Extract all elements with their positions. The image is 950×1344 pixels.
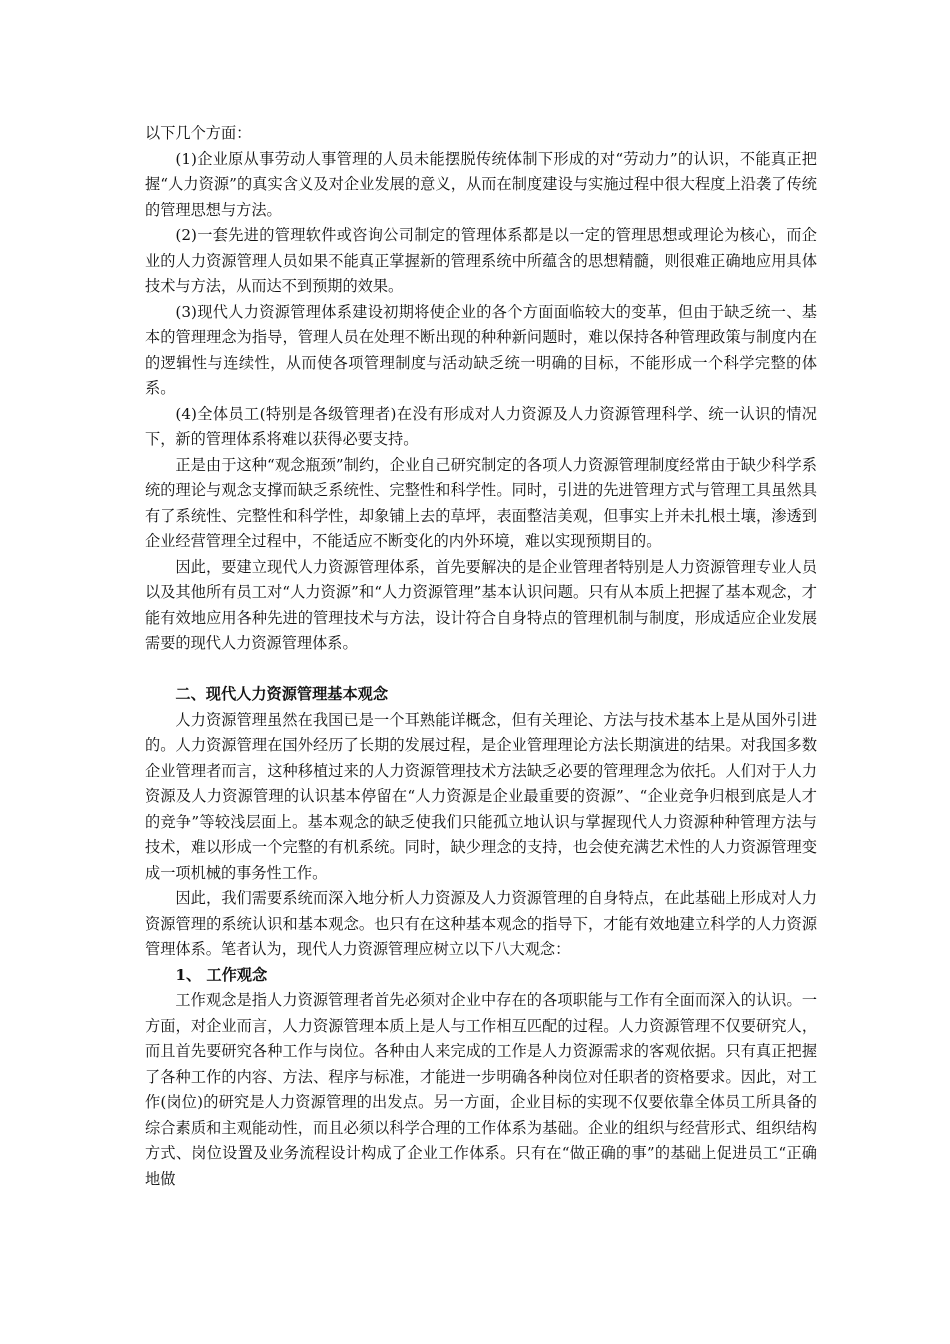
paragraph-concept-bottleneck: 正是由于这种“观念瓶颈”制约，企业自己研究制定的各项人力资源管理制度经常由于缺少科学系统的理论与观念支撑而缺乏系统性、完整性和科学性。同时，引进的先进管理方式与管理工具虽然具有了系统性、完整性和科学性，却象铺上去的草坪，表面整洁美观，但事实上并未扎根土壤，渗透到企业经营管理全过程中，不能适应不断变化的内外环境，难以实现预期目的。	[145, 455, 817, 550]
paragraph-section-1: 人力资源管理虽然在我国已是一个耳熟能详概念，但有关理论、方法与技术基本上是从国外引进的。人力资源管理在国外经历了长期的发展过程，是企业管理理论方法长期演进的结果。对我国多数企业管理者而言，这种移植过来的人力资源管理技术方法缺乏必要的管理理念为依托。人们对于人力资源及人力资源管理的认识基本停留在“人力资源是企业最重要的资源”、“企业竞争归根到底是人才的竞争”等较浅层面上。基本观念的缺乏使我们只能孤立地认识与掌握现代人力资源种种管理方法与技术，难以形成一个完整的有机系统。同时，缺少理念的支持，也会使充满艺术性的人力资源管理变成一项机械的事务性工作。	[145, 710, 817, 882]
paragraph-section-2: 因此，我们需要系统而深入地分析人力资源及人力资源管理的自身特点，在此基础上形成对人力资源管理的系统认识和基本观念。也只有在这种基本观念的指导下，才能有效地建立科学的人力资源管理体系。笔者认为，现代人力资源管理应树立以下八大观念：	[145, 889, 817, 958]
subheading-work-concept: 1、 工作观念	[175, 965, 268, 984]
paragraph-point-2: (2)一套先进的管理软件或咨询公司制定的管理体系都是以一定的管理思想或理论为核心，而企业的人力资源管理人员如果不能真正掌握新的管理系统中所蕴含的思想精髓，则很难正确地应用具体技术与方法，从而达不到预期的效果。	[145, 226, 817, 295]
document-body	[145, 121, 817, 1192]
paragraph-conclusion: 因此，要建立现代人力资源管理体系，首先要解决的是企业管理者特别是人力资源管理专业人员以及其他所有员工对“人力资源”和“人力资源管理”基本认识问题。只有从本质上把握了基本观念，才能有效地应用各种先进的管理技术与方法，设计符合自身特点的管理机制与制度，形成适应企业发展需要的现代人力资源管理体系。	[145, 557, 817, 652]
paragraph-work-concept: 工作观念是指人力资源管理者首先必须对企业中存在的各项职能与工作有全面而深入的认识。一方面，对企业而言，人力资源管理本质上是人与工作相互匹配的过程。人力资源管理不仅要研究人，而且首先要研究各种工作与岗位。各种由人来完成的工作是人力资源需求的客观依据。只有真正把握了各种工作的内容、方法、程序与标准，才能进一步明确各种岗位对任职者的资格要求。因此，对工作(岗位)的研究是人力资源管理的出发点。另一方面，企业目标的实现不仅要依靠全体员工所具备的综合素质和主观能动性，而且必须以科学合理的工作体系为基础。企业的组织与经营形式、组织结构方式、岗位设置及业务流程设计构成了企业工作体系。只有在“做正确的事”的基础上促进员工“正确地做	[145, 991, 817, 1188]
section-heading: 二、现代人力资源管理基本观念	[175, 685, 389, 703]
paragraph-point-4: (4)全体员工(特别是各级管理者)在没有形成对人力资源及人力资源管理科学、统一认识的情况下，新的管理体系将难以获得必要支持。	[145, 404, 817, 448]
paragraph-point-3: (3)现代人力资源管理体系建设初期将使企业的各个方面面临较大的变革，但由于缺乏统一、基本的管理理念为指导，管理人员在处理不断出现的种种新问题时，难以保持各种管理政策与制度内在的逻辑性与连续性，从而使各项管理制度与活动缺乏统一明确的目标，不能形成一个科学完整的体系。	[145, 302, 817, 397]
section-spacer	[145, 657, 817, 683]
paragraph-point-1: (1)企业原从事劳动人事管理的人员未能摆脱传统体制下形成的对“劳动力”的认识，不能真正把握“人力资源”的真实含义及对企业发展的意义，从而在制度建设与实施过程中很大程度上沿袭了传统的管理思想与方法。	[145, 149, 817, 219]
paragraph-intro: 以下几个方面：	[145, 124, 252, 142]
